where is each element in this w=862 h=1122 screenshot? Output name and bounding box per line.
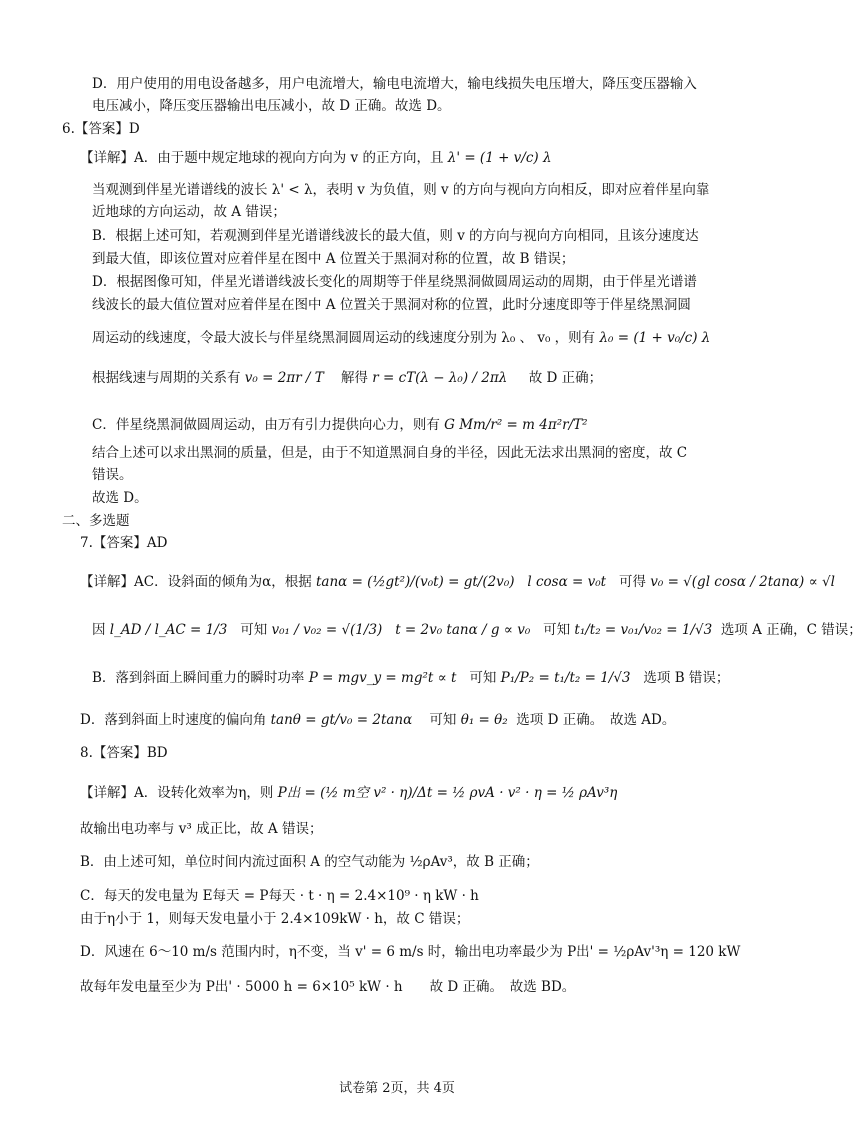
text: 因	[92, 622, 106, 638]
text-line: 线波长的最大值位置对应着伴星在图中 A 位置关于黑洞对称的位置，此时分速度即等于伴星绕黑洞圆	[92, 297, 691, 313]
text: 根据线速与周期的关系有	[92, 370, 241, 386]
text-line	[92, 368, 602, 388]
answer-heading: 6.【答案】D	[62, 121, 140, 137]
text: B．落到斜面上瞬间重力的瞬时功率	[92, 670, 305, 686]
text-line	[92, 668, 729, 688]
formula: λ' = (1 + v/c) λ	[447, 150, 552, 166]
text-line: 故选 D。	[92, 490, 148, 506]
answer-heading: 8.【答案】BD	[80, 745, 168, 761]
text-line: 电压减小，降压变压器输出电压减小，故 D 正确。故选 D。	[92, 98, 451, 114]
text-line: 当观测到伴星光谱谱线的波长 λ' < λ，表明 v 为负值，则 v 的方向与视向方向相反，即对应着伴星向靠	[92, 182, 710, 198]
formula: λ₀ = (1 + v₀/c) λ	[599, 330, 711, 346]
text: D．落到斜面上时速度的偏向角	[80, 712, 267, 728]
text-line: C．每天的发电量为 E每天 = P每天 · t · η = 2.4×10⁹ · η kW · h	[80, 888, 479, 904]
text-line	[92, 415, 588, 435]
text: 选项 A 正确，C 错误；	[720, 622, 862, 638]
text-line: D．风速在 6～10 m/s 范围内时，η不变，当 v' = 6 m/s 时，输出电功率最少为 P出' = ½ρAv'³η = 120 kW	[80, 944, 741, 960]
text-line: D．根据图像可知，伴星光谱谱线波长变化的周期等于伴星绕黑洞做圆周运动的周期，由于伴星光谱谱	[92, 274, 697, 290]
formula: P出 = (½ m空 v² · η)/Δt = ½ ρvA · v² · η = ½ ρAv³η	[277, 785, 618, 801]
formula: tanα = (½gt²)/(v₀t) = gt/(2v₀)	[316, 574, 515, 590]
text-line: 结合上述可以求出黑洞的质量，但是，由于不知道黑洞自身的半径，因此无法求出黑洞的密度，故 C	[92, 445, 688, 461]
text: C．伴星绕黑洞做圆周运动，由万有引力提供向心力，则有	[92, 417, 440, 433]
text-line: 近地球的方向运动，故 A 错误；	[92, 204, 286, 220]
text-line: 故输出电功率与 v³ 成正比，故 A 错误；	[80, 821, 323, 837]
text-line	[80, 572, 835, 592]
text-line	[92, 620, 862, 640]
formula: l_AD / l_AC = 1/3	[109, 622, 228, 638]
formula: t₁/t₂ = v₀₁/v₀₂ = 1/√3	[574, 622, 713, 638]
text: 周运动的线速度，令最大波长与伴星绕黑洞圆周运动的线速度分别为 λ₀ 、 v₀ ，则有	[92, 330, 596, 346]
formula: v₀ = √(gl cosα / 2tanα) ∝ √l	[650, 574, 835, 590]
text: 可知	[429, 712, 457, 728]
text-line	[80, 710, 675, 730]
answer-heading: 7.【答案】AD	[80, 535, 168, 551]
text: 【详解】A．由于题中规定地球的视向方向为 v 的正方向，且	[80, 150, 444, 166]
text-line: 由于η小于 1，则每天发电量小于 2.4×109kW · h，故 C 错误；	[80, 911, 470, 927]
text: 可知	[543, 622, 571, 638]
section-heading: 二、多选题	[62, 513, 130, 529]
text: 解得	[340, 370, 368, 386]
text-line	[92, 328, 710, 348]
formula: t = 2v₀ tanα / g ∝ v₀	[395, 622, 531, 638]
formula: r = cT(λ − λ₀) / 2πλ	[372, 370, 508, 386]
text: 可知	[240, 622, 268, 638]
text: 可得	[618, 574, 646, 590]
text-line: 错误。	[92, 467, 133, 483]
text: 选项 B 错误；	[643, 670, 730, 686]
text: 【详解】A．设转化效率为η，则	[80, 785, 274, 801]
text-line: D．用户使用的用电设备越多，用户电流增大，输电电流增大，输电线损失电压增大，降压变压器输入	[92, 76, 697, 92]
text-line: B．由上述可知，单位时间内流过面积 A 的空气动能为 ½ρAv³，故 B 正确；	[80, 854, 539, 870]
text-line: 故每年发电量至少为 P出' · 5000 h = 6×10⁵ kW · h 故 D 正确。 故选 BD。	[80, 979, 576, 995]
text: 【详解】AC．设斜面的倾角为α，根据	[80, 574, 312, 590]
formula: P = mgv_y = mg²t ∝ t	[308, 670, 457, 686]
text-line: 到最大值，即该位置对应着伴星在图中 A 位置关于黑洞对称的位置，故 B 错误；	[92, 251, 575, 267]
formula: G Mm/r² = m 4π²r/T²	[444, 417, 588, 433]
text-line	[80, 148, 552, 168]
formula: v₀₁ / v₀₂ = √(1/3)	[271, 622, 383, 638]
text: 选项 D 正确。 故选 AD。	[516, 712, 676, 728]
formula: θ₁ = θ₂	[460, 712, 508, 728]
formula: tanθ = gt/v₀ = 2tanα	[270, 712, 413, 728]
page-footer: 试卷第 2页，共 4页	[339, 1081, 455, 1096]
text: 故 D 正确；	[528, 370, 603, 386]
text: 可知	[469, 670, 497, 686]
formula: l cosα = v₀t	[527, 574, 607, 590]
text-line	[80, 783, 617, 803]
formula: v₀ = 2πr / T	[244, 370, 324, 386]
text-line: B．根据上述可知，若观测到伴星光谱谱线波长的最大值，则 v 的方向与视向方向相同，且该分速度达	[92, 228, 699, 244]
formula: P₁/P₂ = t₁/t₂ = 1/√3	[500, 670, 631, 686]
